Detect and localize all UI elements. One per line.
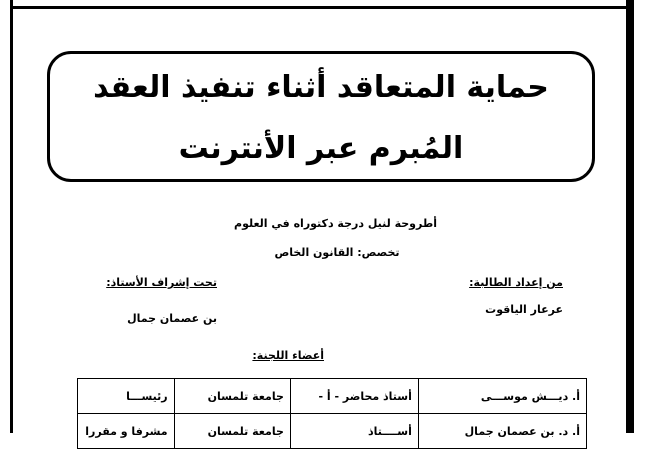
table-row — [78, 379, 587, 414]
committee-table — [77, 378, 587, 449]
member-university: جامعة تلمسان — [174, 379, 290, 414]
member-rank: أســــتاذ — [290, 414, 418, 449]
degree-line: أطروحة لنيل درجة دكتوراه في العلوم — [234, 217, 437, 230]
student-label: من إعداد الطالبة: — [469, 276, 563, 289]
member-university: جامعة تلمسان — [174, 414, 290, 449]
member-role: رئيســـا — [78, 379, 175, 414]
member-rank: أستاذ محاضر - أ - — [290, 379, 418, 414]
supervisor-label: تحت إشراف الأستاذ: — [106, 276, 217, 289]
member-name: أ. د. بن عصمان جمال — [418, 414, 586, 449]
title-box — [47, 51, 595, 182]
student-name: عرعار الياقوت — [485, 303, 563, 316]
supervisor-name: بن عصمان جمال — [127, 312, 217, 325]
member-role: مشرفا و مقررا — [78, 414, 175, 449]
thesis-title-line1: حماية المتعاقد أثناء تنفيذ العقد — [93, 70, 549, 105]
specialty-line: تخصص: القانون الخاص — [274, 246, 400, 259]
page-border-left — [10, 0, 13, 433]
member-name: أ. ديـــش موســـى — [418, 379, 586, 414]
committee-label: أعضاء اللجنة: — [252, 349, 324, 362]
thesis-title-line2: المُبرم عبر الأنترنت — [178, 131, 464, 166]
table-row — [78, 414, 587, 449]
page-border-right — [626, 0, 634, 433]
page-border-top — [10, 6, 634, 9]
